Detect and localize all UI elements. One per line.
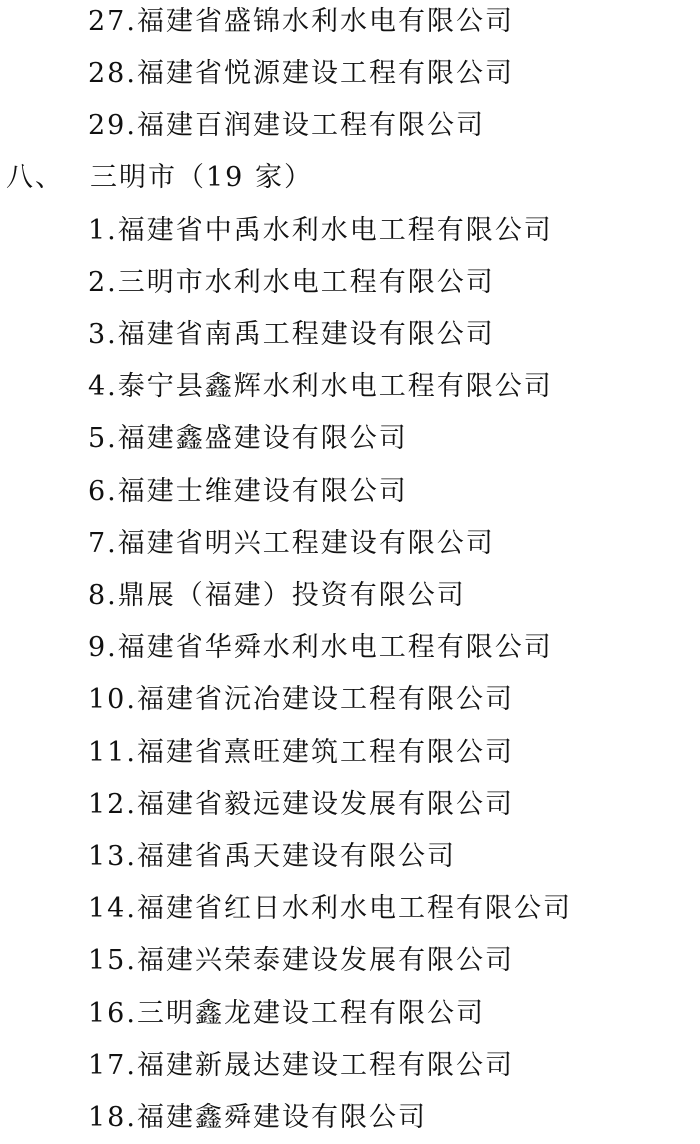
list-item: 14.福建省红日水利水电工程有限公司	[88, 893, 572, 924]
list-item: 27.福建省盛锦水利水电有限公司	[88, 6, 514, 37]
section-title: 三明市（19 家）	[90, 162, 313, 193]
list-item: 7.福建省明兴工程建设有限公司	[88, 528, 495, 559]
section-number: 八、	[6, 162, 64, 193]
list-item: 2.三明市水利水电工程有限公司	[88, 267, 495, 298]
list-item: 13.福建省禹天建设有限公司	[88, 841, 456, 872]
list-item: 1.福建省中禹水利水电工程有限公司	[88, 215, 553, 246]
list-item: 12.福建省毅远建设发展有限公司	[88, 789, 514, 820]
list-item: 17.福建新晟达建设工程有限公司	[88, 1050, 514, 1081]
list-item: 6.福建士维建设有限公司	[88, 476, 408, 507]
list-item: 10.福建省沅冶建设工程有限公司	[88, 684, 514, 715]
list-item: 3.福建省南禹工程建设有限公司	[88, 319, 495, 350]
list-item: 8.鼎展（福建）投资有限公司	[88, 580, 466, 611]
list-item: 15.福建兴荣泰建设发展有限公司	[88, 945, 514, 976]
list-item: 9.福建省华舜水利水电工程有限公司	[88, 632, 553, 663]
list-item: 18.福建鑫舜建设有限公司	[88, 1102, 427, 1133]
list-item: 29.福建百润建设工程有限公司	[88, 110, 485, 141]
list-item: 5.福建鑫盛建设有限公司	[88, 423, 408, 454]
list-item: 28.福建省悦源建设工程有限公司	[88, 58, 514, 89]
list-item: 16.三明鑫龙建设工程有限公司	[88, 998, 485, 1029]
list-item: 11.福建省熹旺建筑工程有限公司	[88, 737, 514, 768]
section-heading	[6, 152, 313, 204]
list-item: 4.泰宁县鑫辉水利水电工程有限公司	[88, 371, 553, 402]
